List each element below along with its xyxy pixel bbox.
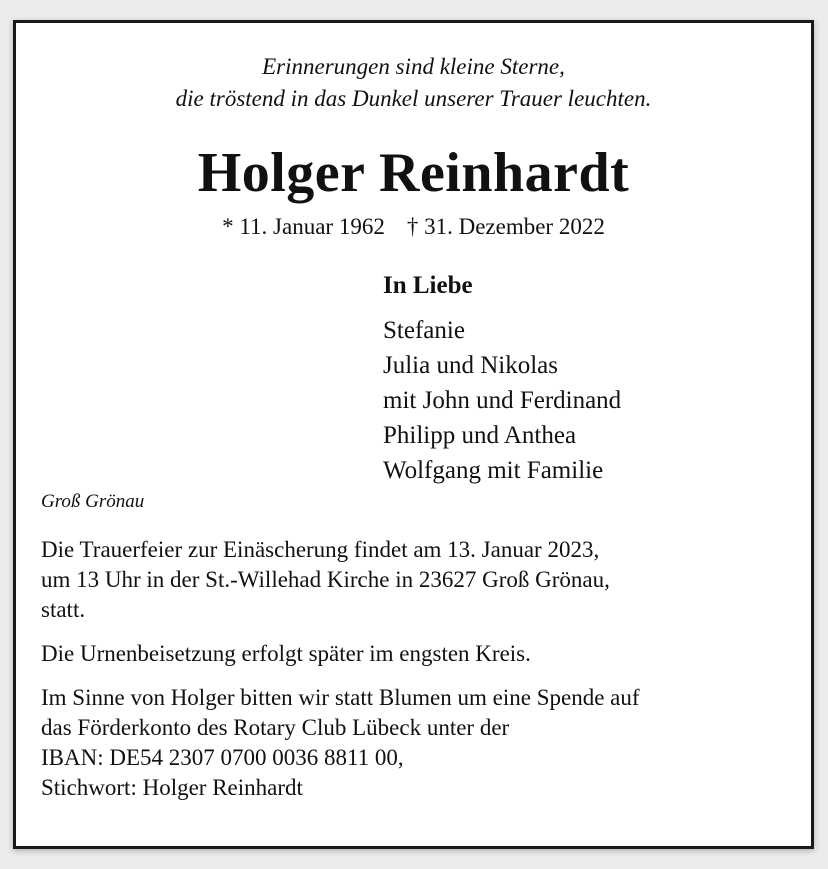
- birth-date: * 11. Januar 1962: [222, 214, 385, 239]
- location: Groß Grönau: [41, 491, 145, 512]
- mourner-name: mit John und Ferdinand: [383, 387, 622, 414]
- mourner-name: Stefanie: [383, 317, 465, 344]
- ceremony-line-3: statt.: [41, 597, 86, 622]
- deceased-name: Holger Reinhardt: [197, 142, 630, 204]
- donation-line-2: das Förderkonto des Rotary Club Lübeck unter der: [41, 715, 510, 740]
- ceremony-line-2: um 13 Uhr in der St.-Willehad Kirche in 23627 Groß Grönau,: [41, 567, 610, 592]
- mourners-heading: In Liebe: [383, 272, 473, 299]
- quote-line-1: Erinnerungen sind kleine Sterne,: [262, 54, 565, 79]
- donation-iban: IBAN: DE54 2307 0700 0036 8811 00,: [41, 745, 404, 770]
- quote-line-2: die tröstend in das Dunkel unserer Trauer leuchten.: [175, 86, 652, 111]
- donation-keyword: Stichwort: Holger Reinhardt: [41, 775, 303, 800]
- burial-notice: Die Urnenbeisetzung erfolgt später im engsten Kreis.: [41, 641, 531, 666]
- donation-line-1: Im Sinne von Holger bitten wir statt Blumen um eine Spende auf: [41, 685, 640, 710]
- mourner-name: Philipp und Anthea: [383, 422, 577, 449]
- mourner-name: Julia und Nikolas: [383, 352, 558, 379]
- obituary-notice: [13, 20, 814, 849]
- ceremony-line-1: Die Trauerfeier zur Einäscherung findet am 13. Januar 2023,: [41, 537, 600, 562]
- death-date: † 31. Dezember 2022: [406, 214, 605, 239]
- life-dates: [16, 212, 811, 242]
- mourner-name: Wolfgang mit Familie: [383, 457, 604, 484]
